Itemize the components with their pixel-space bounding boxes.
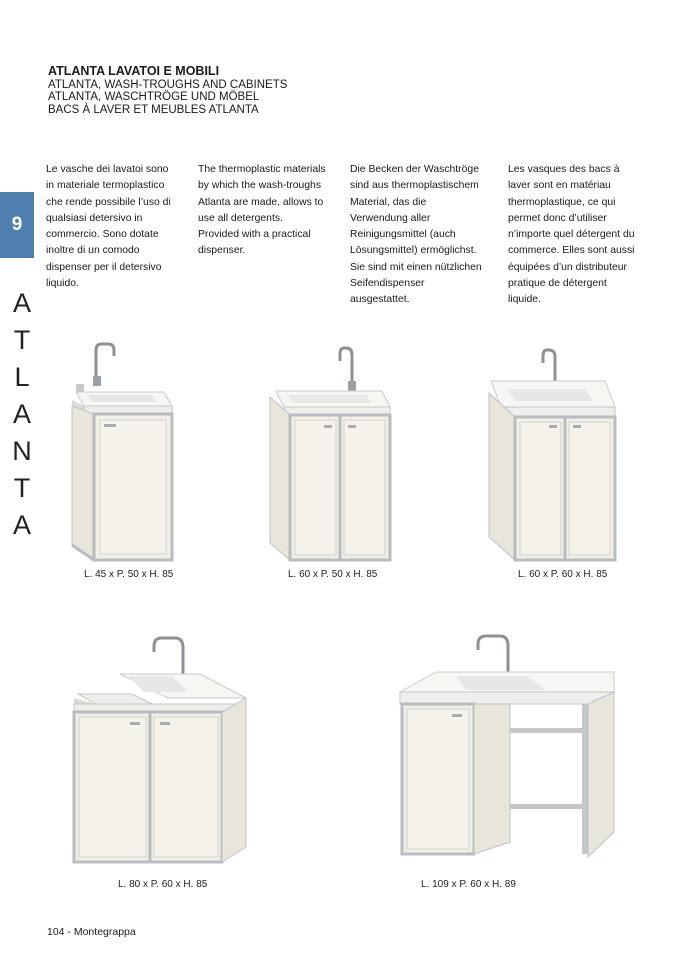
text-line: permet donc d’utiliser	[508, 212, 607, 224]
text-line: commerce. Elles sont aussi	[508, 245, 635, 257]
side-letter: N	[12, 436, 32, 466]
product-caption: L. 80 x P. 60 x H. 85	[118, 879, 208, 890]
product-image-wash-trough-60x60	[485, 345, 620, 565]
product-image-wash-trough-80x60	[68, 632, 253, 872]
text-line: n’importe quel détergent du	[508, 229, 635, 241]
side-letter: A	[12, 288, 31, 318]
text-line: pratique de détergent	[508, 278, 607, 290]
section-number: 9	[11, 214, 23, 235]
text-line: che rende possibile l’uso di	[46, 196, 171, 208]
text-line: laver sont en matériau	[508, 180, 611, 192]
side-letter: L	[14, 362, 30, 392]
text-line: use all detergents.	[198, 212, 283, 224]
text-line: Le vasche dei lavatoi sono	[46, 164, 169, 175]
text-line: sind aus thermoplastischem	[350, 180, 479, 192]
text-line: Atlanta are made, allows to	[198, 196, 324, 208]
page-heading	[48, 65, 287, 116]
text-line: Sie sind mit einen nützlichen	[350, 261, 482, 273]
text-line: qualsiasi detersivo in	[46, 212, 143, 224]
text-line: Seifendispenser	[350, 278, 425, 290]
side-letter: T	[13, 473, 31, 503]
text-line: dispenser.	[198, 245, 246, 257]
product-caption: L. 45 x P. 50 x H. 85	[84, 569, 174, 580]
text-line: inoltre di un comodo	[46, 245, 140, 257]
text-line: Reinigungsmittel (auch	[350, 229, 456, 241]
text-line: commercio. Sono dotate	[46, 229, 159, 241]
side-word-atlanta	[8, 285, 36, 544]
product-caption: L. 109 x P. 60 x H. 89	[421, 879, 516, 890]
text-line: thermoplastique, ce qui	[508, 196, 616, 208]
text-column-french	[508, 162, 653, 309]
text-line: Die Becken der Waschtröge	[350, 164, 479, 175]
section-tab	[0, 192, 34, 258]
text-line: by which the wash-troughs	[198, 180, 322, 192]
text-line: ausgestattet.	[350, 294, 410, 306]
text-column-italian	[46, 162, 191, 292]
text-line: Les vasques des bacs à	[508, 164, 620, 175]
side-letter: A	[12, 510, 31, 540]
side-letter: A	[12, 399, 31, 429]
heading-line: BACS À LAVER ET MEUBLES ATLANTA	[48, 103, 259, 116]
text-column-english	[198, 162, 343, 260]
text-line: liquide.	[508, 294, 541, 306]
product-image-wash-trough-45	[68, 340, 178, 565]
product-image-wash-trough-109x60	[396, 632, 621, 862]
text-line: Material, das die	[350, 196, 427, 208]
page-footer: 104 - Montegrappa	[47, 926, 136, 938]
side-letter: T	[13, 325, 31, 355]
text-line: équipées d’un distributeur	[508, 261, 627, 273]
text-line: in materiale termoplastico	[46, 180, 165, 192]
heading-title: ATLANTA LAVATOI E MOBILI	[48, 64, 220, 78]
product-caption: L. 60 x P. 60 x H. 85	[518, 569, 608, 580]
product-image-wash-trough-60x50	[266, 345, 396, 565]
text-line: Lösungsmittel) ermöglichst.	[350, 245, 477, 257]
heading-line: ATLANTA, WASCHTRÖGE UND MÖBEL	[48, 91, 260, 103]
text-line: Provided with a practical	[198, 229, 311, 241]
text-line: The thermoplastic materials	[198, 164, 326, 175]
text-line: dispenser per il detersivo	[46, 261, 162, 273]
text-column-german	[350, 162, 500, 309]
heading-line: ATLANTA, WASH-TROUGHS AND CABINETS	[48, 78, 288, 91]
product-caption: L. 60 x P. 50 x H. 85	[288, 569, 378, 580]
text-line: liquido.	[46, 278, 79, 290]
text-line: Verwendung aller	[350, 212, 431, 224]
